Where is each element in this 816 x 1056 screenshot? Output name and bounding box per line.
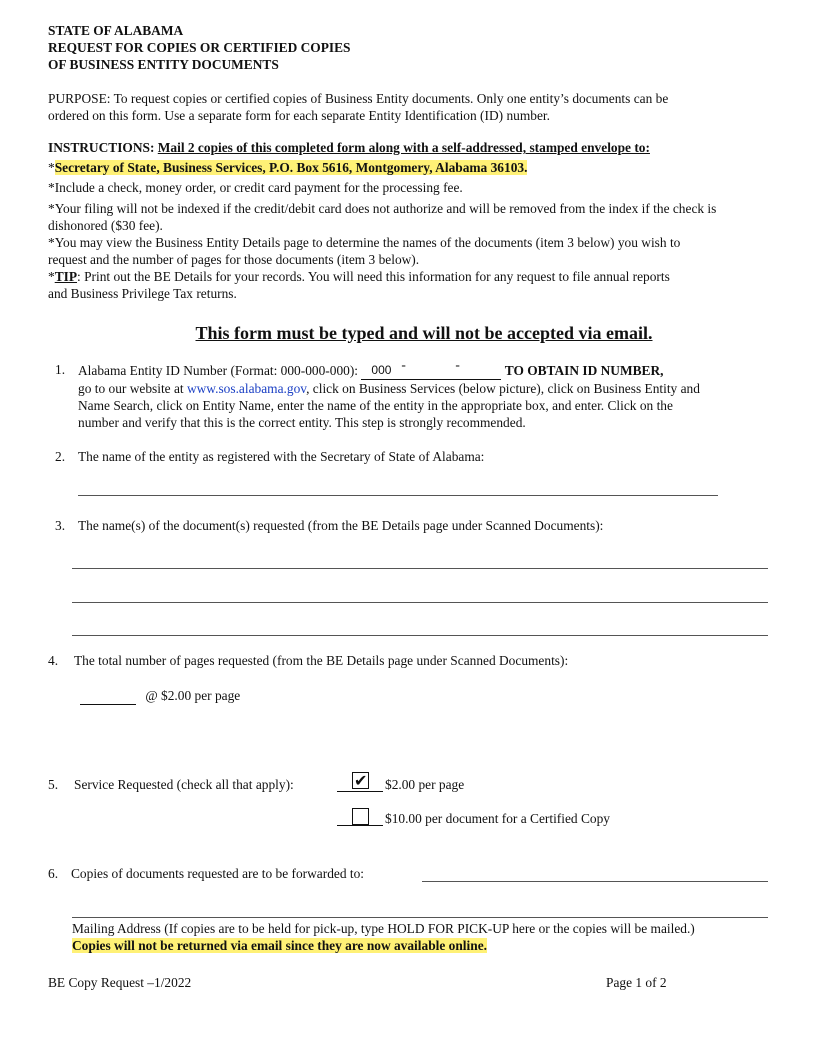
copy-checkbox[interactable] bbox=[352, 772, 369, 789]
header-line-1: STATE OF ALABAMA bbox=[48, 23, 184, 38]
certified-copy-checkbox[interactable] bbox=[352, 808, 369, 825]
item-6-number: 6. bbox=[48, 866, 59, 881]
document-name-input-2[interactable] bbox=[72, 602, 768, 603]
purpose-line-1: PURPOSE: To request copies or certified copies of Business Entity documents. Only one entity’s documents can be bbox=[48, 91, 669, 106]
header-line-2: REQUEST FOR COPIES OR CERTIFIED COPIES bbox=[48, 40, 351, 55]
item-3-label: The name(s) of the document(s) requested (from the BE Details page under Scanned Documents): bbox=[78, 518, 604, 533]
option-2-underline bbox=[337, 825, 383, 826]
email-return-note: Copies will not be returned via email since they are now available online. bbox=[72, 938, 487, 953]
instructions-view-line-2: request and the number of pages for those documents (item 3 below). bbox=[48, 252, 420, 267]
header-line-3: OF BUSINESS ENTITY DOCUMENTS bbox=[48, 57, 279, 72]
footer-form-id: BE Copy Request –1/2022 bbox=[48, 975, 192, 990]
tip-text: : Print out the BE Details for your records. You will need this information for any request to file annual reports bbox=[77, 269, 670, 284]
certified-option-label: $10.00 per document for a Certified Copy bbox=[385, 811, 610, 826]
instructions-section bbox=[48, 139, 778, 302]
obtain-id-label: TO OBTAIN ID NUMBER, bbox=[504, 363, 664, 378]
item-1-row-1 bbox=[78, 357, 778, 380]
entity-id-dash-2: - bbox=[455, 357, 460, 372]
item-1-website-suffix: , click on Business Services (below picture), click on Business Entity and bbox=[306, 381, 700, 396]
item-1 bbox=[78, 357, 778, 431]
item-2-label: The name of the entity as registered with the Secretary of State of Alabama: bbox=[78, 449, 485, 464]
tip-label: TIP bbox=[54, 269, 78, 284]
instructions-tip-line-1 bbox=[48, 268, 778, 285]
address-star: * bbox=[48, 160, 55, 175]
item-5-label: Service Requested (check all that apply): bbox=[74, 777, 294, 792]
document-name-input-3[interactable] bbox=[72, 635, 768, 636]
item-6-label: Copies of documents requested are to be forwarded to: bbox=[71, 866, 365, 881]
checkmark-icon: ✔ bbox=[354, 771, 368, 790]
item-1-number: 1. bbox=[55, 362, 66, 377]
instructions-label: INSTRUCTIONS: bbox=[48, 140, 155, 155]
forward-to-input[interactable] bbox=[422, 881, 768, 882]
purpose-section bbox=[48, 90, 668, 124]
sos-website-link[interactable]: www.sos.alabama.gov bbox=[186, 381, 307, 396]
page-count-input[interactable] bbox=[80, 688, 136, 705]
document-name-input-1[interactable] bbox=[72, 568, 768, 569]
purpose-line-2: ordered on this form. Use a separate form for each separate Entity Identification (ID) number. bbox=[48, 108, 550, 123]
sos-address: Secretary of State, Business Services, P.O. Box 5616, Montgomery, Alabama 36103. bbox=[54, 160, 528, 175]
item-1-label: Alabama Entity ID Number (Format: 000-000-000): bbox=[78, 363, 359, 378]
copy-option-label: $2.00 per page bbox=[385, 777, 465, 792]
instructions-filing-line-1: *Your filing will not be indexed if the credit/debit card does not authorize and will be removed from the index if the check is bbox=[48, 201, 717, 216]
typed-only-notice: This form must be typed and will not be accepted via email. bbox=[195, 323, 653, 343]
instructions-filing-line-2: dishonored ($30 fee). bbox=[48, 218, 163, 233]
entity-id-dash-1: - bbox=[401, 357, 406, 372]
option-1-underline bbox=[337, 791, 383, 792]
item-2-number: 2. bbox=[55, 449, 66, 464]
price-per-page: @ $2.00 per page bbox=[145, 688, 241, 703]
footer-page-number: Page 1 of 2 bbox=[606, 975, 667, 990]
mailing-address-input[interactable] bbox=[72, 917, 768, 918]
item-4-label: The total number of pages requested (from the BE Details page under Scanned Documents): bbox=[74, 653, 569, 668]
page-count-row bbox=[80, 688, 240, 705]
instructions-heading bbox=[48, 139, 778, 156]
entity-id-input[interactable] bbox=[361, 357, 501, 380]
item-6-notes bbox=[72, 920, 772, 954]
item-1-row-3: Name Search, click on Entity Name, enter the name of the entity in the appropriate box, and enter. Click on the bbox=[78, 398, 673, 413]
item-3-number: 3. bbox=[55, 518, 66, 533]
instructions-payment: *Include a check, money order, or credit card payment for the processing fee. bbox=[48, 180, 463, 195]
item-1-website-prefix: go to our website at bbox=[78, 381, 187, 396]
tip-star: * bbox=[48, 269, 55, 284]
item-5-number: 5. bbox=[48, 777, 59, 792]
instructions-view-line-1: *You may view the Business Entity Details page to determine the names of the documents (item 3 below) you wish to bbox=[48, 235, 681, 250]
entity-name-input[interactable] bbox=[78, 495, 718, 496]
item-1-row-2 bbox=[78, 380, 778, 397]
item-1-row-4: number and verify that this is the correct entity. This step is strongly recommended. bbox=[78, 415, 526, 430]
instructions-mail-text: Mail 2 copies of this completed form along with a self-addressed, stamped envelope to: bbox=[157, 140, 650, 155]
item-4-number: 4. bbox=[48, 653, 59, 668]
entity-id-value: 000 bbox=[371, 363, 392, 377]
form-header bbox=[48, 22, 351, 73]
instructions-address-row bbox=[48, 159, 778, 176]
instructions-tip-line-2: and Business Privilege Tax returns. bbox=[48, 286, 237, 301]
mailing-address-label: Mailing Address (If copies are to be held for pick-up, type HOLD FOR PICK-UP here or the copies will be mailed.) bbox=[72, 921, 695, 936]
